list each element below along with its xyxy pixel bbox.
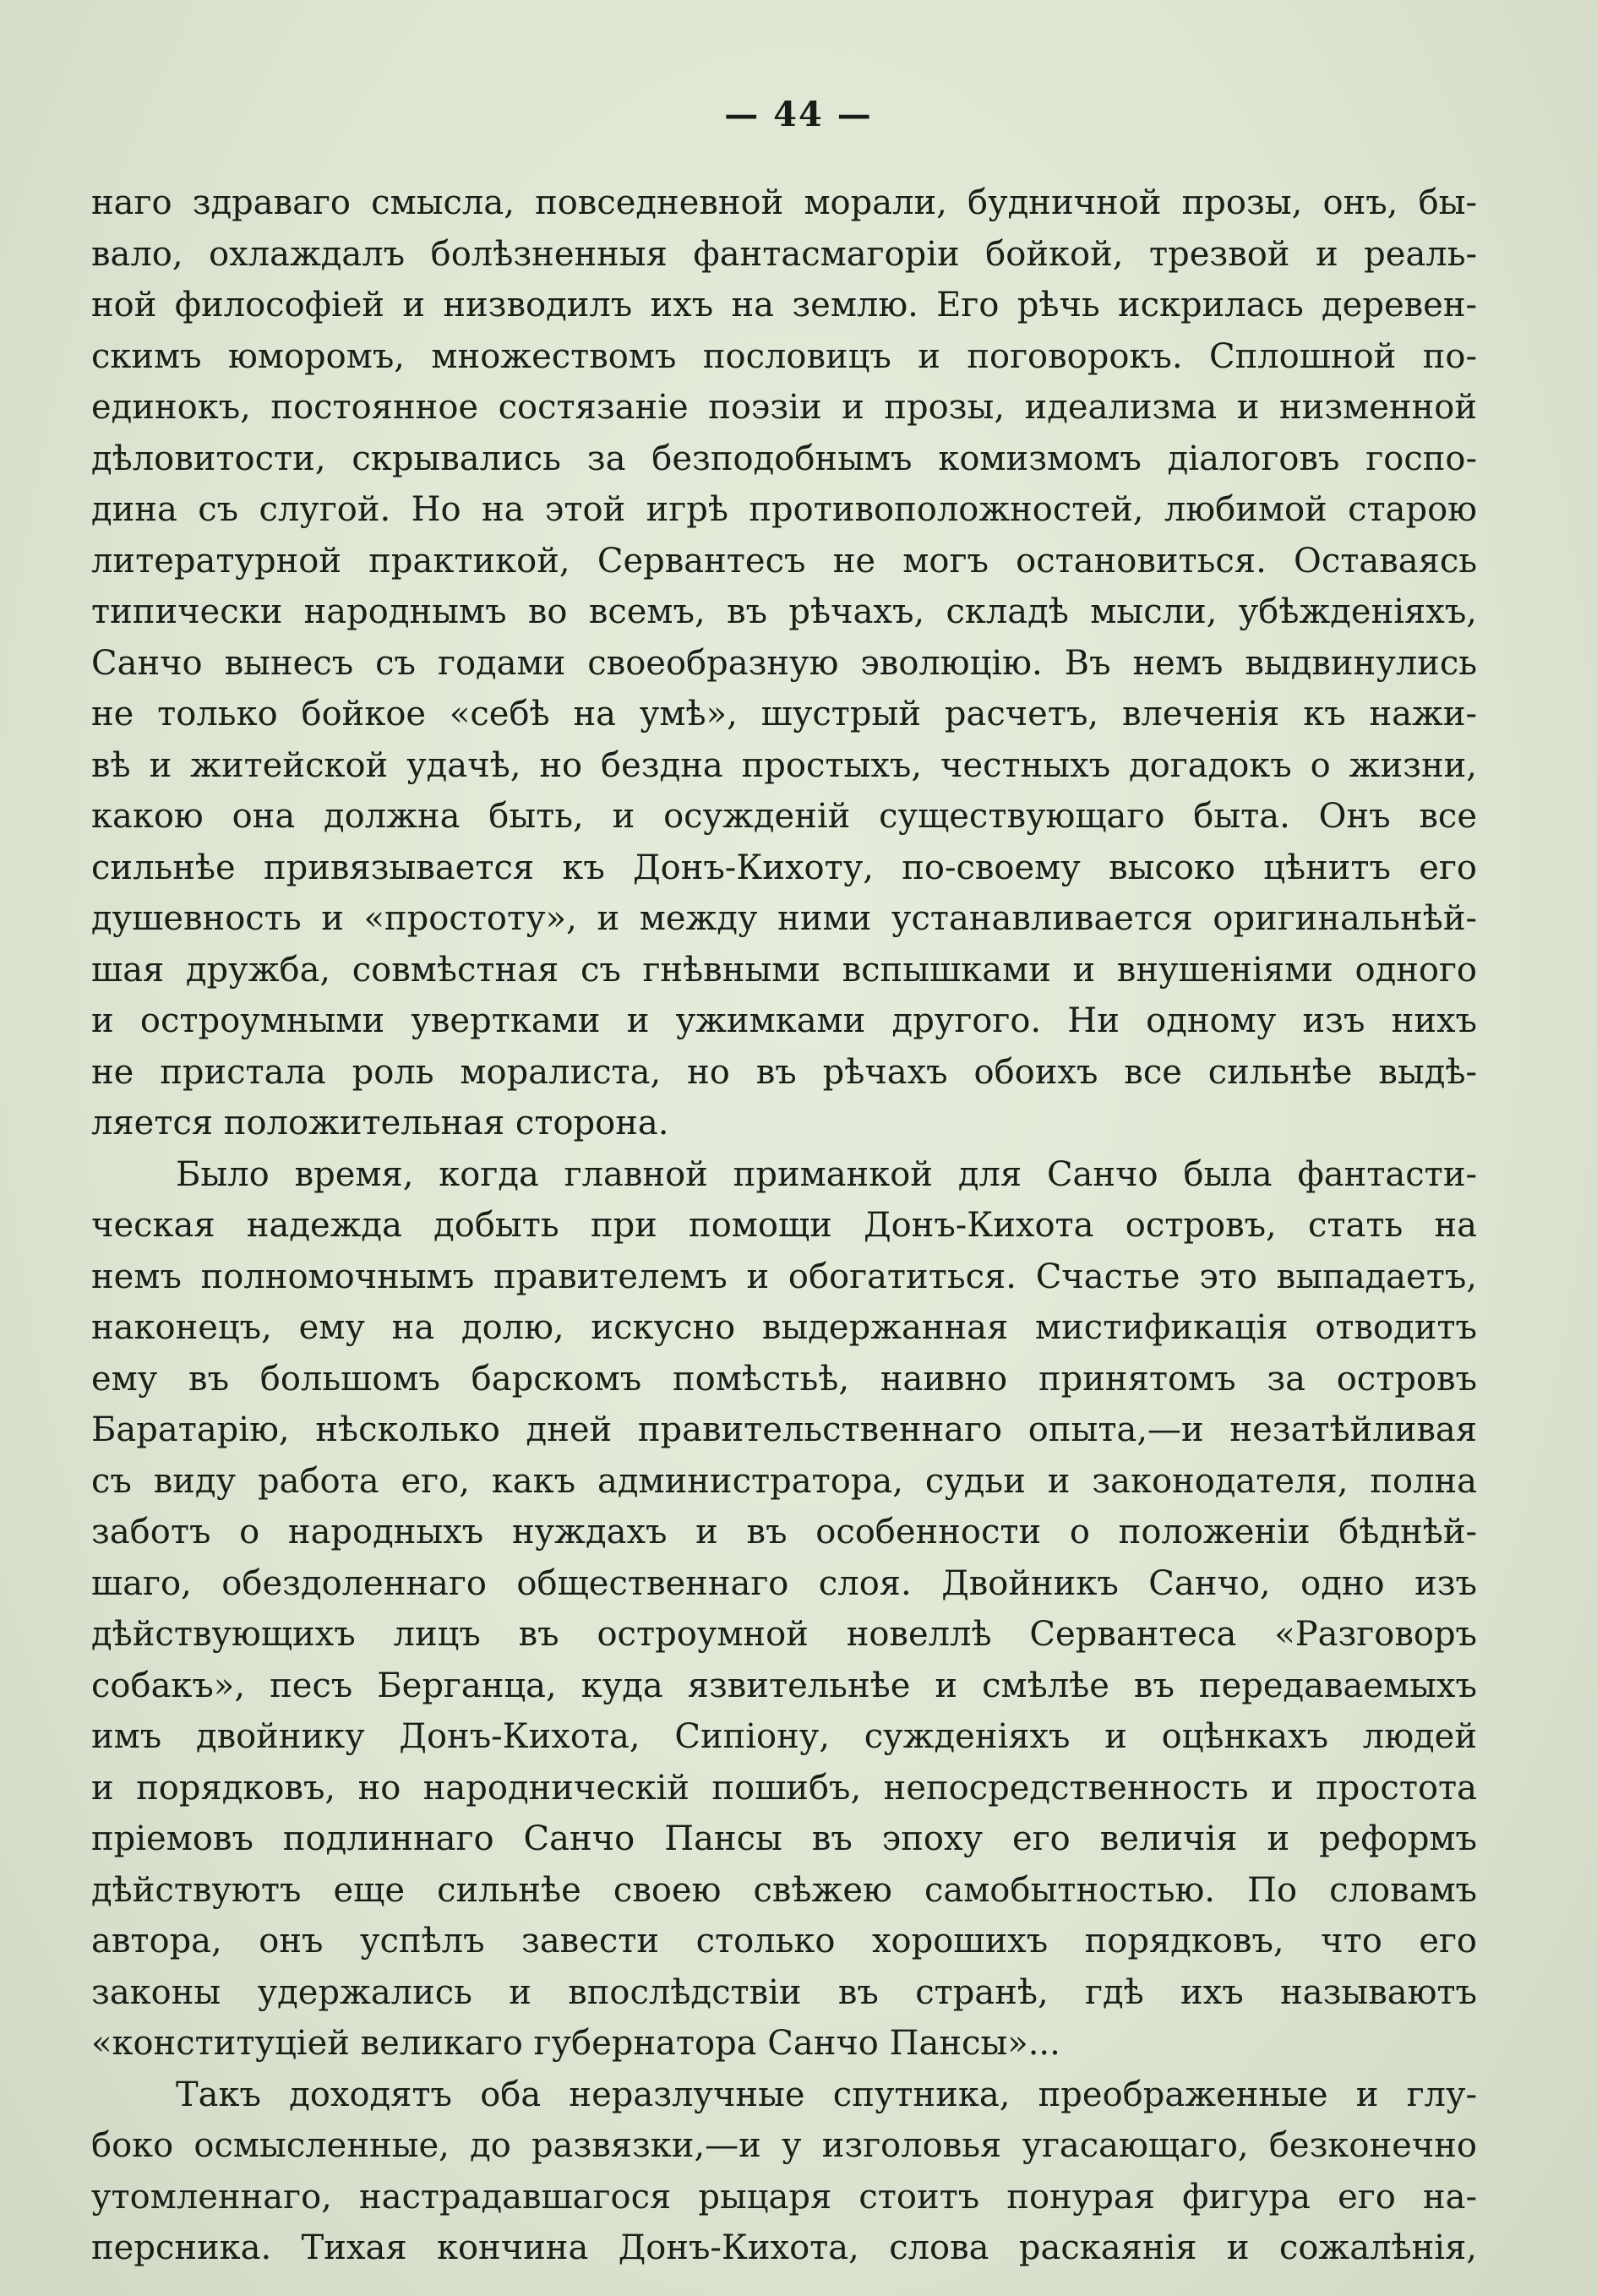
text-line: дѣйствующихъ лицъ въ остроумной новеллѣ Сервантеса «Разговоръ: [91, 1615, 1477, 1654]
text-line: литературной практикой, Сервантесъ не могъ остановиться. Оставаясь: [91, 541, 1477, 581]
page-number: — 44 —: [724, 95, 873, 134]
text-line: Такъ доходятъ оба неразлучные спутника, преображенные и глу-: [176, 2075, 1477, 2114]
text-line: шая дружба, совмѣстная съ гнѣвными вспышками и внушеніями одного: [91, 950, 1477, 990]
text-line: заботъ о народныхъ нуждахъ и въ особенности о положеніи бѣднѣй-: [91, 1513, 1477, 1552]
text-line: сильнѣе привязывается къ Донъ-Кихоту, по-своему высоко цѣнитъ его: [91, 848, 1477, 887]
text-line: законы удержались и впослѣдствіи въ странѣ, гдѣ ихъ называютъ: [91, 1972, 1477, 2012]
text-line: не пристала роль моралиста, но въ рѣчахъ обоихъ все сильнѣе выдѣ-: [91, 1052, 1477, 1092]
text-line: Санчо вынесъ съ годами своеобразную эволюцію. Въ немъ выдвинулись: [91, 643, 1477, 683]
paragraph-1: [91, 177, 1477, 1149]
text-line: ляется положительная сторона.: [91, 1104, 669, 1143]
text-line: вало, охлаждалъ болѣзненныя фантасмагоріи бойкой, трезвой и реаль-: [91, 234, 1477, 274]
text-line: имъ двойнику Донъ-Кихота, Сипіону, сужденіяхъ и оцѣнкахъ людей: [91, 1717, 1477, 1756]
paragraph-2: [91, 1149, 1477, 2070]
text-line: дина съ слугой. Но на этой игрѣ противоположностей, любимой старою: [91, 490, 1477, 529]
text-line: боко осмысленные, до развязки,—и у изголовья угасающаго, безконечно: [91, 2126, 1477, 2165]
text-line: типически народнымъ во всемъ, въ рѣчахъ, складѣ мысли, убѣжденіяхъ,: [91, 592, 1477, 631]
text-line: и остроумными увертками и ужимками другого. Ни одному изъ нихъ: [91, 1001, 1477, 1040]
body-text: [91, 177, 1477, 2274]
text-line: утомленнаго, настрадавшагося рыцаря стоитъ понурая фигура его на-: [91, 2177, 1477, 2217]
text-line: дѣйствуютъ еще сильнѣе своею свѣжею самобытностью. По словамъ: [91, 1870, 1477, 1910]
text-line: душевность и «простоту», и между ними устанавливается оригинальнѣй-: [91, 899, 1477, 938]
text-line: немъ полномочнымъ правителемъ и обогатиться. Счастье это выпадаетъ,: [91, 1257, 1477, 1296]
text-line: «конституціей великаго губернатора Санчо Пансы»...: [91, 2024, 1060, 2063]
text-line: вѣ и житейской удачѣ, но бездна простыхъ, честныхъ догадокъ о жизни,: [91, 745, 1477, 785]
text-line: наконецъ, ему на долю, искусно выдержанная мистификація отводитъ: [91, 1308, 1477, 1347]
text-line: какою она должна быть, и осужденій существующаго быта. Онъ все: [91, 797, 1477, 836]
text-line: не только бойкое «себѣ на умѣ», шустрый расчетъ, влеченія къ нажи-: [91, 695, 1477, 734]
text-line: Было время, когда главной приманкой для Санчо была фантасти-: [176, 1154, 1477, 1194]
text-line: шаго, обездоленнаго общественнаго слоя. Двойникъ Санчо, одно изъ: [91, 1563, 1477, 1603]
text-line: съ виду работа его, какъ администратора, судьи и законодателя, полна: [91, 1461, 1477, 1501]
text-line: пріемовъ подлиннаго Санчо Пансы въ эпоху его величія и реформъ: [91, 1819, 1477, 1858]
text-line: ему въ большомъ барскомъ помѣстьѣ, наивно принятомъ за островъ: [91, 1359, 1477, 1399]
text-line: автора, онъ успѣлъ завести столько хорошихъ порядковъ, что его: [91, 1922, 1477, 1961]
text-line: ческая надежда добыть при помощи Донъ-Кихота островъ, стать на: [91, 1206, 1477, 1245]
text-line: ной философіей и низводилъ ихъ на землю. Его рѣчь искрилась деревен-: [91, 286, 1477, 324]
text-line: единокъ, постоянное состязаніе поэзіи и прозы, идеализма и низменной: [91, 388, 1477, 427]
text-line: дѣловитости, скрывались за безподобнымъ комизмомъ діалоговъ госпо-: [91, 439, 1477, 478]
text-line: скимъ юморомъ, множествомъ пословицъ и поговорокъ. Сплошной по-: [91, 336, 1477, 376]
text-line: наго здраваго смысла, повседневной морали, будничной прозы, онъ, бы-: [91, 183, 1477, 222]
text-line: Баратарію, нѣсколько дней правительственнаго опыта,—и незатѣйливая: [91, 1410, 1477, 1449]
text-line: персника. Тихая кончина Донъ-Кихота, слова раскаянія и сожалѣнія,: [91, 2228, 1477, 2267]
paragraph-3: [91, 2070, 1477, 2274]
text-line: собакъ», песъ Берганца, куда язвительнѣе и смѣлѣе въ передаваемыхъ: [91, 1666, 1477, 1705]
text-line: и порядковъ, но народническій пошибъ, непосредственность и простота: [91, 1768, 1477, 1808]
